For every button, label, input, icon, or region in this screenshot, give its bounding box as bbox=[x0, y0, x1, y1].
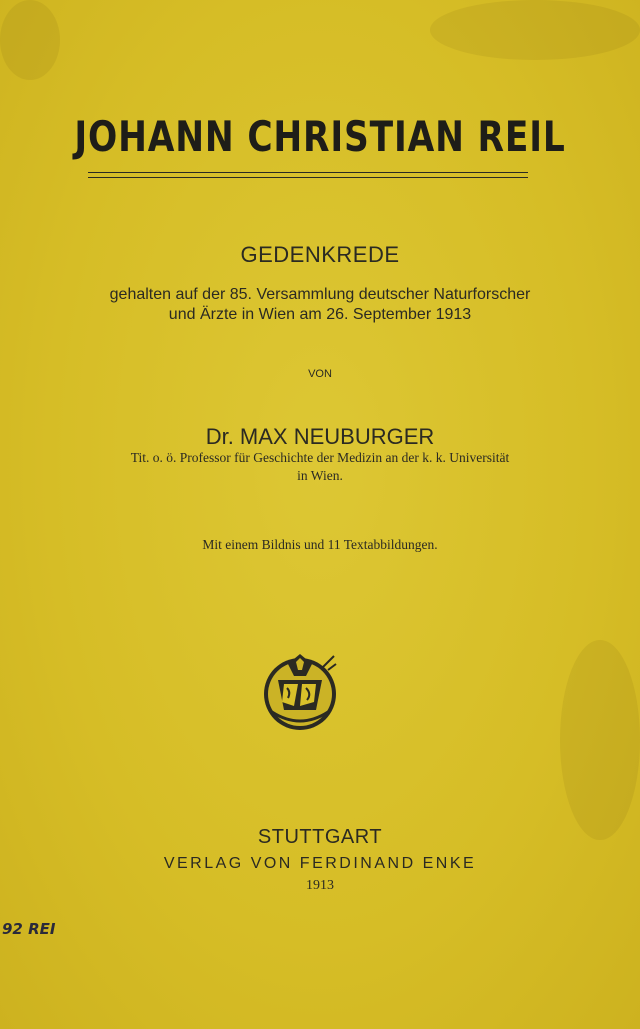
paper-stain bbox=[560, 640, 640, 840]
title-rule-top bbox=[88, 172, 528, 173]
illustrations-note: Mit einem Bildnis und 11 Textabbildungen. bbox=[202, 537, 438, 552]
affiliation-line-1: Tit. o. ö. Professor für Geschichte der Medizin an der k. k. Universität bbox=[130, 450, 510, 465]
subtitle: GEDENKREDE bbox=[240, 242, 400, 267]
author-name: Dr. MAX NEUBURGER bbox=[205, 424, 435, 449]
imprint-publisher: VERLAG VON FERDINAND ENKE bbox=[163, 855, 477, 872]
paper-stain bbox=[0, 0, 60, 80]
imprint-year: 1913 bbox=[306, 878, 334, 893]
book-title: JOHANN CHRISTIAN REIL bbox=[74, 112, 566, 161]
affiliation-line-2: in Wien. bbox=[297, 468, 343, 483]
imprint-city: STUTTGART bbox=[257, 826, 383, 848]
library-call-number: 92 REI bbox=[2, 920, 56, 938]
by-label: VON bbox=[308, 368, 332, 380]
title-rule-bottom bbox=[88, 177, 528, 178]
publisher-emblem-icon bbox=[258, 650, 342, 734]
occasion-line-1: gehalten auf der 85. Versammlung deutscher Naturforscher bbox=[109, 286, 531, 303]
paper-stain bbox=[430, 0, 640, 60]
occasion-line-2: und Ärzte in Wien am 26. September 1913 bbox=[168, 306, 472, 323]
